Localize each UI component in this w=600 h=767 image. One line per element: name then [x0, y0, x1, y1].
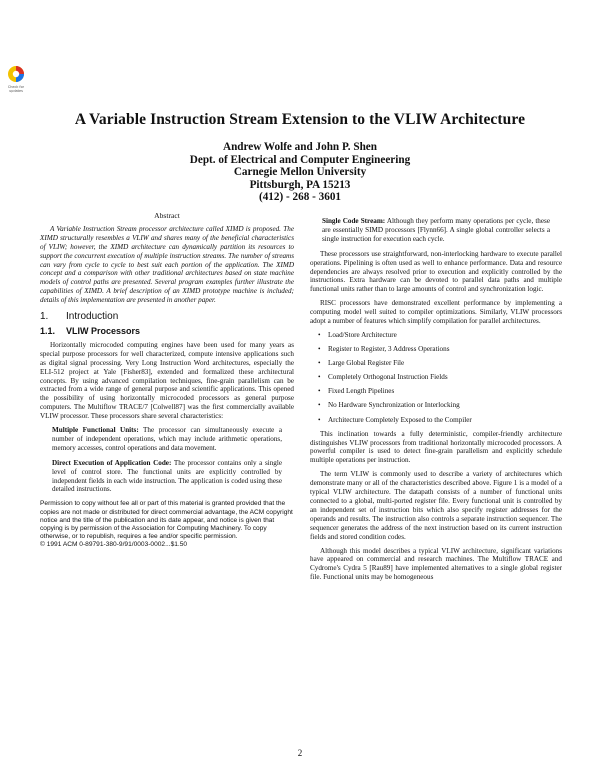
- list-item: • Architecture Completely Exposed to the Compiler: [318, 416, 562, 425]
- author-phone: (412) - 268 - 3601: [258, 191, 342, 204]
- author-names: Andrew Wolfe and John P. Shen: [223, 141, 377, 153]
- paper-title: A Variable Instruction Stream Extension to the VLIW Architecture: [74, 111, 526, 128]
- intro-paragraph: Horizontally microcoded computing engines have been used for many years as special purpose processors for well characterized, compute intensive applications such as digital signal processing. Very Long Instruction Word architectures, especially the ELI-512 project at Yale [Fisher83], extended and formalized these architectural concepts. By using advanced compilation techniques, fine-grain parallelism can be extracted from a wide range of general purpose and scientific applications. This opened the possibility of using horizontally microcoded processors as general purpose computers. The Multiflow TRACE/7 [Colwell87] was the first commercially available VLIW processor. These processors share several characteristics:: [40, 340, 294, 421]
- hardware-paragraph: These processors use straightforward, non-interlocking hardware to execute parallel operations. Pipelining is often used as well to enhance performance. Data and resource dependencies are always resolved prior to execution and explicitly controlled by the instructions. Extra hardware can be devoted to parallel data paths and multiple functional units rather than to large amounts of control and synchronization logic.: [310, 249, 562, 294]
- characteristic-multiple-functional-units: [52, 426, 282, 453]
- vliw-term-paragraph: The term VLIW is commonly used to describe a variety of architectures which demonstrate many or all of the characteristics described above. Figure 1 is a model of a typical VLIW architecture. The datapath consists of a number of functional units connected to a global, multi-ported register file. Every functional unit is controlled by an independent set of instruction bits which also specify register addresses for the operands and results. The instruction also controls a separate instruction sequencer. The sequencer generates the address of the next instruction based on its current instruction fields and stored condition codes.: [310, 470, 562, 541]
- subsection-heading: [40, 327, 294, 336]
- characteristic-direct-execution: [52, 459, 282, 495]
- svg-text:updates: updates: [9, 89, 23, 93]
- list-item: • Large Global Register File: [318, 359, 562, 368]
- permission-notice: [40, 500, 294, 549]
- permission-text: Permission to copy without fee all or part of this material is granted provided that the copies are not made or distributed for direct commercial advantage, the ACM copyright notice and the title of the publication and its date appear, and notice is given that copying is by permission of the Association for Computing Machinery. To copy otherwise, or to republish, requires a fee and/or specific permission.: [40, 500, 293, 541]
- left-column: [40, 212, 294, 550]
- list-item: • No Hardware Synchronization or Interlocking: [318, 401, 562, 410]
- list-item: • Load/Store Architecture: [318, 331, 562, 340]
- author-block: [0, 141, 600, 204]
- author-city: Pittsburgh, PA 15213: [249, 178, 351, 191]
- characteristic-label: Multiple Functional Units:: [52, 426, 139, 435]
- abstract-heading: Abstract: [154, 211, 180, 220]
- svg-text:Check for: Check for: [7, 85, 25, 89]
- characteristic-label: Single Code Stream:: [322, 217, 386, 225]
- characteristic-text: Although they perform many operations per cycle, these are essentially SIMD processors [Flynn66]. A single global controller selects a single instruction for execution each cycle.: [322, 217, 550, 243]
- author-university: Carnegie Mellon University: [233, 166, 367, 179]
- list-item: • Fixed Length Pipelines: [318, 387, 562, 396]
- variations-paragraph: Although this model describes a typical VLIW architecture, significant variations have appeared on commercial and research machines. The Multiflow TRACE and Cydrome's Cydra 5 [Rau89] have implemented alternatives to a single global register file. Functional units may be homogeneous: [310, 546, 562, 582]
- abstract-text: A Variable Instruction Stream processor architecture called XIMD is proposed. The XIMD structurally resembles a VLIW and shares many of the beneficial characteristics of VLIW; however, the XIMD architecture can dynamically partition its resources to support the concurrent execution of multiple instruction streams. The number of streams can vary from cycle to cycle to best suit each portion of the application. The XIMD concept and a comparison with other traditional architectures based on state machine models of control paths are presented. Several program examples further illustrate the capabilities of XIMD. A brief description of an XIMD prototype machine is included; details of this implementation are presented in another paper.: [40, 224, 294, 305]
- section-number: 1.: [40, 311, 49, 323]
- characteristic-single-code-stream: [322, 217, 550, 244]
- section-title: Introduction: [66, 311, 119, 323]
- subsection-title: VLIW Processors: [66, 325, 141, 336]
- characteristic-text: The processor can simultaneously execute a number of independent operations, which may include arithmetic operations, memory accesses, control operations and data movement.: [52, 426, 282, 452]
- author-dept: Dept. of Electrical and Computer Engineering: [189, 153, 411, 166]
- characteristic-text: The processor contains only a single level of control store. The functional units are explicitly controlled by independent fields in each wide instruction. The application is coded using these detailed instructions.: [52, 458, 282, 494]
- check-for-updates-logo: [4, 64, 28, 94]
- risc-paragraph: RISC processors have demonstrated excellent performance by implementing a computing model well suited to compiler optimizations. Similarly, VLIW processors adopt a number of features which simplify compilation for parallel architectures.: [310, 299, 562, 326]
- list-item: • Register to Register, 3 Address Operations: [318, 345, 562, 354]
- page-number: 2: [297, 748, 303, 758]
- subsection-number: 1.1.: [40, 325, 56, 336]
- copyright-line: © 1991 ACM 0-89791-380-9/91/0003-0002...$1.50: [40, 541, 188, 549]
- abstract: [40, 225, 294, 305]
- characteristic-label: Direct Execution of Application Code:: [52, 458, 172, 467]
- section-heading: [40, 313, 294, 322]
- feature-list: [310, 331, 562, 424]
- right-column: [310, 217, 562, 587]
- list-item: • Completely Orthogonal Instruction Fields: [318, 373, 562, 382]
- inclination-paragraph: This inclination towards a fully deterministic, compiler-friendly architecture distinguishes VLIW processors from traditional horizontally microcoded processors. A powerful compiler is used to detect fine-grain parallelism and explicitly schedule multiple operations per instruction.: [310, 429, 562, 465]
